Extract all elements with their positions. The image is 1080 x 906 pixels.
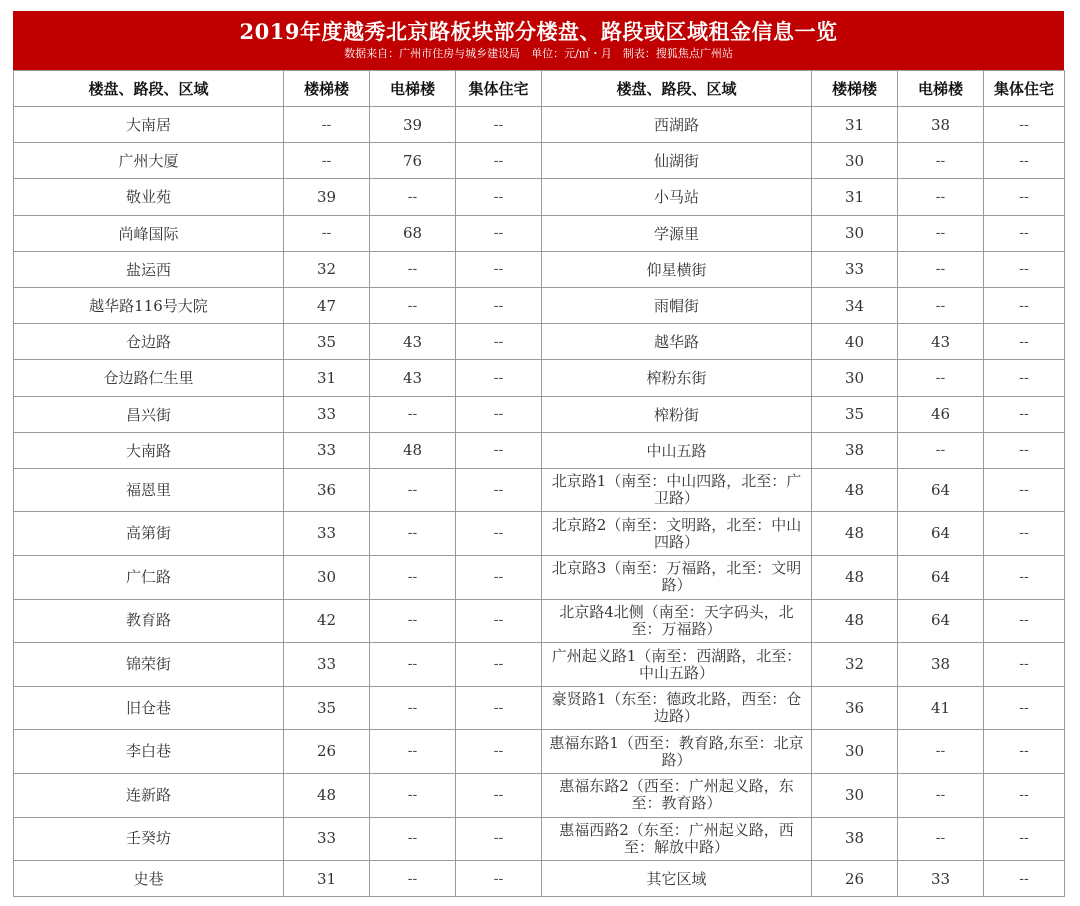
title-banner (13, 11, 1064, 70)
header-cell: 电梯楼 (370, 71, 456, 107)
left-collective-rent: -- (456, 599, 542, 643)
right-area-name: 北京路1（南至：中山四路，北至：广卫路） (542, 468, 812, 512)
table-row (14, 360, 1065, 396)
left-stair-rent: 33 (284, 432, 370, 468)
table-row (14, 730, 1065, 774)
right-stair-rent: 33 (812, 251, 898, 287)
right-area-name: 仙湖街 (542, 143, 812, 179)
right-collective-rent: -- (984, 179, 1065, 215)
right-elevator-rent: -- (898, 179, 984, 215)
right-area-name: 其它区域 (542, 861, 812, 897)
right-area-name: 北京路3（南至：万福路，北至：文明路） (542, 556, 812, 600)
left-stair-rent: 31 (284, 360, 370, 396)
right-elevator-rent: -- (898, 817, 984, 861)
header-row (14, 71, 1065, 107)
left-area-name: 盐运西 (14, 251, 284, 287)
left-area-name: 越华路116号大院 (14, 287, 284, 323)
left-elevator-rent: -- (370, 512, 456, 556)
header-cell: 集体住宅 (456, 71, 542, 107)
table-row (14, 215, 1065, 251)
right-stair-rent: 30 (812, 215, 898, 251)
left-area-name: 敬业苑 (14, 179, 284, 215)
left-collective-rent: -- (456, 512, 542, 556)
left-stair-rent: 32 (284, 251, 370, 287)
right-stair-rent: 30 (812, 360, 898, 396)
left-elevator-rent: -- (370, 643, 456, 687)
table-row (14, 512, 1065, 556)
right-stair-rent: 31 (812, 179, 898, 215)
right-collective-rent: -- (984, 599, 1065, 643)
table-row (14, 287, 1065, 323)
right-area-name: 惠福东路1（西至：教育路,东至：北京路） (542, 730, 812, 774)
header-cell: 电梯楼 (898, 71, 984, 107)
left-elevator-rent: -- (370, 468, 456, 512)
left-collective-rent: -- (456, 179, 542, 215)
left-collective-rent: -- (456, 432, 542, 468)
left-elevator-rent: -- (370, 686, 456, 730)
left-stair-rent: 42 (284, 599, 370, 643)
table-row (14, 143, 1065, 179)
left-elevator-rent: -- (370, 396, 456, 432)
left-area-name: 壬癸坊 (14, 817, 284, 861)
left-collective-rent: -- (456, 730, 542, 774)
right-area-name: 越华路 (542, 324, 812, 360)
left-area-name: 昌兴街 (14, 396, 284, 432)
left-area-name: 仓边路 (14, 324, 284, 360)
table-title: 2019年度越秀北京路板块部分楼盘、路段或区域租金信息一览 (239, 19, 838, 44)
table-row (14, 107, 1065, 143)
table-row (14, 468, 1065, 512)
left-stair-rent: 31 (284, 861, 370, 897)
left-area-name: 教育路 (14, 599, 284, 643)
left-elevator-rent: -- (370, 817, 456, 861)
right-area-name: 榨粉街 (542, 396, 812, 432)
left-collective-rent: -- (456, 774, 542, 818)
right-stair-rent: 35 (812, 396, 898, 432)
right-area-name: 北京路4北侧（南至：天字码头，北至：万福路） (542, 599, 812, 643)
left-stair-rent: -- (284, 143, 370, 179)
table-row (14, 643, 1065, 687)
right-collective-rent: -- (984, 396, 1065, 432)
left-stair-rent: 47 (284, 287, 370, 323)
right-collective-rent: -- (984, 468, 1065, 512)
left-area-name: 李白巷 (14, 730, 284, 774)
right-area-name: 小马站 (542, 179, 812, 215)
right-elevator-rent: 38 (898, 643, 984, 687)
table-row (14, 861, 1065, 897)
left-collective-rent: -- (456, 556, 542, 600)
left-stair-rent: 36 (284, 468, 370, 512)
left-collective-rent: -- (456, 861, 542, 897)
right-collective-rent: -- (984, 774, 1065, 818)
right-collective-rent: -- (984, 643, 1065, 687)
right-collective-rent: -- (984, 432, 1065, 468)
right-elevator-rent: -- (898, 287, 984, 323)
right-elevator-rent: 46 (898, 396, 984, 432)
left-stair-rent: -- (284, 215, 370, 251)
table-row (14, 179, 1065, 215)
right-stair-rent: 30 (812, 143, 898, 179)
table-body (14, 107, 1065, 897)
right-collective-rent: -- (984, 324, 1065, 360)
right-stair-rent: 34 (812, 287, 898, 323)
left-area-name: 旧仓巷 (14, 686, 284, 730)
right-elevator-rent: 43 (898, 324, 984, 360)
header-cell: 集体住宅 (984, 71, 1065, 107)
right-area-name: 惠福东路2（西至：广州起义路，东至：教育路） (542, 774, 812, 818)
right-stair-rent: 30 (812, 730, 898, 774)
rent-table-sheet (13, 11, 1064, 897)
right-area-name: 豪贤路1（东至：德政北路，西至：仓边路） (542, 686, 812, 730)
left-area-name: 广州大厦 (14, 143, 284, 179)
right-area-name: 西湖路 (542, 107, 812, 143)
table-row (14, 774, 1065, 818)
left-stair-rent: 48 (284, 774, 370, 818)
right-stair-rent: 30 (812, 774, 898, 818)
left-elevator-rent: 48 (370, 432, 456, 468)
right-stair-rent: 38 (812, 432, 898, 468)
right-elevator-rent: -- (898, 360, 984, 396)
left-stair-rent: 33 (284, 512, 370, 556)
right-elevator-rent: 33 (898, 861, 984, 897)
header-cell: 楼梯楼 (284, 71, 370, 107)
left-area-name: 广仁路 (14, 556, 284, 600)
right-elevator-rent: -- (898, 730, 984, 774)
right-collective-rent: -- (984, 817, 1065, 861)
right-collective-rent: -- (984, 215, 1065, 251)
left-area-name: 大南居 (14, 107, 284, 143)
left-stair-rent: 30 (284, 556, 370, 600)
left-elevator-rent: -- (370, 287, 456, 323)
left-elevator-rent: -- (370, 179, 456, 215)
right-collective-rent: -- (984, 556, 1065, 600)
left-stair-rent: 39 (284, 179, 370, 215)
left-stair-rent: 35 (284, 324, 370, 360)
right-stair-rent: 48 (812, 556, 898, 600)
left-area-name: 大南路 (14, 432, 284, 468)
right-stair-rent: 40 (812, 324, 898, 360)
right-stair-rent: 48 (812, 468, 898, 512)
right-elevator-rent: 64 (898, 468, 984, 512)
left-area-name: 高第街 (14, 512, 284, 556)
left-collective-rent: -- (456, 468, 542, 512)
right-elevator-rent: 38 (898, 107, 984, 143)
right-collective-rent: -- (984, 360, 1065, 396)
left-elevator-rent: -- (370, 556, 456, 600)
left-collective-rent: -- (456, 215, 542, 251)
right-area-name: 学源里 (542, 215, 812, 251)
left-collective-rent: -- (456, 107, 542, 143)
right-elevator-rent: -- (898, 432, 984, 468)
left-elevator-rent: 43 (370, 360, 456, 396)
right-collective-rent: -- (984, 107, 1065, 143)
header-cell: 楼梯楼 (812, 71, 898, 107)
table-row (14, 396, 1065, 432)
table-row (14, 599, 1065, 643)
right-area-name: 榨粉东街 (542, 360, 812, 396)
right-stair-rent: 48 (812, 512, 898, 556)
header-cell: 楼盘、路段、区域 (14, 71, 284, 107)
left-collective-rent: -- (456, 251, 542, 287)
right-elevator-rent: 41 (898, 686, 984, 730)
header-cell: 楼盘、路段、区域 (542, 71, 812, 107)
left-elevator-rent: -- (370, 861, 456, 897)
left-collective-rent: -- (456, 686, 542, 730)
left-stair-rent: -- (284, 107, 370, 143)
right-stair-rent: 38 (812, 817, 898, 861)
left-collective-rent: -- (456, 324, 542, 360)
left-stair-rent: 33 (284, 643, 370, 687)
right-elevator-rent: -- (898, 774, 984, 818)
right-stair-rent: 31 (812, 107, 898, 143)
left-area-name: 福恩里 (14, 468, 284, 512)
right-elevator-rent: 64 (898, 599, 984, 643)
left-stair-rent: 33 (284, 817, 370, 861)
right-stair-rent: 26 (812, 861, 898, 897)
right-elevator-rent: -- (898, 143, 984, 179)
right-area-name: 广州起义路1（南至：西湖路，北至：中山五路） (542, 643, 812, 687)
right-collective-rent: -- (984, 730, 1065, 774)
left-stair-rent: 33 (284, 396, 370, 432)
right-collective-rent: -- (984, 686, 1065, 730)
left-stair-rent: 35 (284, 686, 370, 730)
left-area-name: 史巷 (14, 861, 284, 897)
right-elevator-rent: 64 (898, 512, 984, 556)
table-row (14, 432, 1065, 468)
left-collective-rent: -- (456, 143, 542, 179)
left-collective-rent: -- (456, 396, 542, 432)
left-area-name: 尚峰国际 (14, 215, 284, 251)
right-stair-rent: 32 (812, 643, 898, 687)
left-area-name: 连新路 (14, 774, 284, 818)
table-row (14, 686, 1065, 730)
right-area-name: 中山五路 (542, 432, 812, 468)
left-elevator-rent: -- (370, 774, 456, 818)
table-row (14, 251, 1065, 287)
right-area-name: 惠福西路2（东至：广州起义路，西至：解放中路） (542, 817, 812, 861)
table-row (14, 324, 1065, 360)
left-collective-rent: -- (456, 643, 542, 687)
right-area-name: 雨帽街 (542, 287, 812, 323)
table-row (14, 556, 1065, 600)
right-collective-rent: -- (984, 251, 1065, 287)
left-elevator-rent: 43 (370, 324, 456, 360)
right-collective-rent: -- (984, 143, 1065, 179)
left-area-name: 仓边路仁生里 (14, 360, 284, 396)
right-area-name: 北京路2（南至：文明路，北至：中山四路） (542, 512, 812, 556)
table-subtitle: 数据来自：广州市住房与城乡建设局 单位：元/㎡・月 制表：搜狐焦点广州站 (344, 47, 733, 60)
right-elevator-rent: 64 (898, 556, 984, 600)
left-elevator-rent: -- (370, 599, 456, 643)
right-stair-rent: 36 (812, 686, 898, 730)
table-row (14, 817, 1065, 861)
rent-table (13, 70, 1065, 897)
left-elevator-rent: -- (370, 251, 456, 287)
right-area-name: 仰星横街 (542, 251, 812, 287)
right-collective-rent: -- (984, 861, 1065, 897)
left-area-name: 锦荣街 (14, 643, 284, 687)
left-elevator-rent: 76 (370, 143, 456, 179)
right-elevator-rent: -- (898, 215, 984, 251)
left-collective-rent: -- (456, 360, 542, 396)
right-stair-rent: 48 (812, 599, 898, 643)
left-collective-rent: -- (456, 287, 542, 323)
left-elevator-rent: 68 (370, 215, 456, 251)
right-collective-rent: -- (984, 512, 1065, 556)
right-elevator-rent: -- (898, 251, 984, 287)
left-stair-rent: 26 (284, 730, 370, 774)
left-elevator-rent: 39 (370, 107, 456, 143)
left-collective-rent: -- (456, 817, 542, 861)
left-elevator-rent: -- (370, 730, 456, 774)
right-collective-rent: -- (984, 287, 1065, 323)
